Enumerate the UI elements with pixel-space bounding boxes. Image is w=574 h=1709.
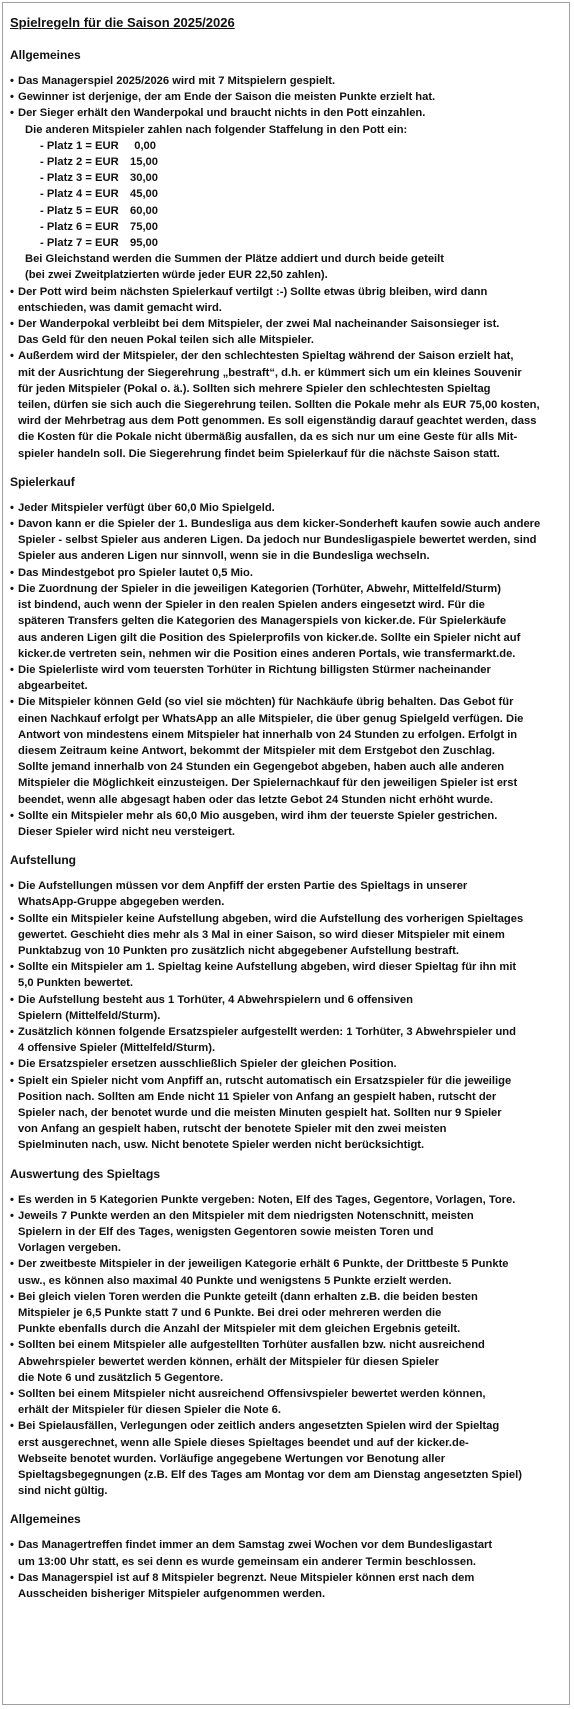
rule-item (10, 992, 563, 1024)
place-amount: 45,00 (130, 188, 158, 201)
continuation-text: Die anderen Mitspieler zahlen nach folgender Staffelung in den Pott ein: (25, 123, 408, 136)
rule-line: sind nicht gültig. (18, 1485, 108, 1498)
rule-line: kicker.de vertreten sein, nehmen wir die Position eines anderen Portals, wie transfermarkt.de. (18, 647, 516, 660)
rule-line: einen Nachkauf erfolgt per WhatsApp an alle Mitspieler, die über genug Spielgeld verfügen. Die (18, 712, 524, 725)
rule-item (10, 105, 563, 283)
place-amount: 15,00 (130, 156, 158, 169)
bullet-icon: • (10, 696, 14, 709)
rule-line: Punkte ebenfalls durch die Anzahl der Mitspieler mit dem gleichen Ergebnis geteilt. (18, 1323, 461, 1336)
rule-line: Die Mitspieler können Geld (so viel sie möchten) für Nachkäufe übrig behalten. Das Gebot für (18, 696, 514, 709)
rule-line: Die Aufstellungen müssen vor dem Anpfiff der ersten Partie des Spieltags in unserer (18, 880, 468, 893)
rule-line: usw., es können also maximal 40 Punkte und wenigstens 5 Punkte erzielt werden. (18, 1274, 452, 1287)
bullet-icon: • (10, 912, 14, 925)
rule-line: Die Aufstellung besteht aus 1 Torhüter, 4 Abwehrspielern und 6 offensiven (18, 993, 413, 1006)
payment-row (40, 186, 563, 202)
place-label: - Platz 6 = EUR (40, 220, 119, 233)
rule-line: Webseite benotet wurden. Vorläufige angegebene Wertungen vor Benotung aller (18, 1452, 446, 1465)
rule-continuation (18, 251, 563, 267)
rule-line: Das Geld für den neuen Pokal teilen sich alle Mitspieler. (18, 334, 314, 347)
rule-item (10, 516, 563, 565)
rule-item (10, 348, 563, 461)
bullet-icon: • (10, 663, 14, 676)
rule-item (10, 662, 563, 694)
rule-item (10, 73, 563, 89)
rule-line: Die Zuordnung der Spieler in die jeweiligen Kategorien (Torhüter, Abwehr, Mittelfeld/Sturm) (18, 582, 501, 595)
rule-item (10, 1289, 563, 1338)
rule-line: Gewinner ist derjenige, der am Ende der Saison die meisten Punkte erzielt hat. (18, 91, 436, 104)
payment-row (40, 154, 563, 170)
bullet-icon: • (10, 285, 14, 298)
place-label: - Platz 2 = EUR (40, 156, 119, 169)
bullet-icon: • (10, 1193, 14, 1206)
rule-line: Der zweitbeste Mitspieler in der jeweiligen Kategorie erhält 6 Punkte, der Drittbeste 5 Punkte (18, 1258, 509, 1271)
rule-line: Es werden in 5 Kategorien Punkte vergeben: Noten, Elf des Tages, Gegentore, Vorlagen, Tore. (18, 1193, 516, 1206)
rule-line: Zusätzlich können folgende Ersatzspieler aufgestellt werden: 1 Torhüter, 3 Abwehrspieler und (18, 1025, 516, 1038)
rules-document (2, 2, 570, 1705)
rule-line: spieler handeln soll. Die Siegerehrung findet beim Spielerkauf für die nächste Saison statt. (18, 447, 500, 460)
bullet-icon: • (10, 1420, 14, 1433)
place-label: - Platz 7 = EUR (40, 237, 119, 250)
rule-item (10, 565, 563, 581)
rule-line: teilen, dürfen sie sich auch die Siegerehrung teilen. Sollten die Pokale mehr als EUR 75,00 kosten, (18, 399, 540, 412)
rule-item (10, 1386, 563, 1418)
bullet-icon: • (10, 1571, 14, 1584)
rule-item (10, 1537, 563, 1569)
rule-line: Der Wanderpokal verbleibt bei dem Mitspieler, der zwei Mal nacheinander Saisonsieger ist. (18, 318, 500, 331)
rule-line: Das Managerspiel ist auf 8 Mitspieler begrenzt. Neue Mitspieler können erst nach dem (18, 1571, 475, 1584)
place-label: - Platz 5 = EUR (40, 204, 119, 217)
rule-line: Antwort von mindestens einem Mitspieler hat innerhalb von 24 Stunden zu erfolgen. Erfolgt in (18, 728, 518, 741)
rule-line: Das Managertreffen findet immer an dem Samstag zwei Wochen vor dem Bundesligastart (18, 1539, 493, 1552)
rule-item (10, 911, 563, 960)
rules-section (10, 474, 563, 840)
place-label: - Platz 1 = EUR (40, 139, 119, 152)
rule-line: Position nach. Sollten am Ende nicht 11 Spieler von Anfang an gespielt haben, rutscht der (18, 1090, 497, 1103)
rule-line: Bei gleich vielen Toren werden die Punkte geteilt (dann erhalten z.B. die beiden besten (18, 1290, 478, 1303)
rule-line: Spielern (Mittelfeld/Sturm). (18, 1009, 161, 1022)
rule-line: 4 offensive Spieler (Mittelfeld/Sturm). (18, 1042, 216, 1055)
bullet-icon: • (10, 1290, 14, 1303)
bullet-icon: • (10, 318, 14, 331)
rule-line: Mitspieler je 6,5 Punkte statt 7 und 6 Punkte. Bei drei oder mehreren werden die (18, 1307, 442, 1320)
bullet-icon: • (10, 880, 14, 893)
rule-item (10, 1337, 563, 1386)
rule-line: WhatsApp-Gruppe abgegeben werden. (18, 896, 225, 909)
rule-list (10, 500, 563, 840)
rule-line: Die Ersatzspieler ersetzen ausschließlich Spieler der gleichen Position. (18, 1058, 397, 1071)
rule-line: 5,0 Punkten bewertet. (18, 977, 134, 990)
rule-line: gewertet. Geschieht dies mehr als 3 Mal in einer Saison, so wird dieser Mitspieler mit einem (18, 928, 505, 941)
rule-line: wird der Mehrbetrag aus dem Pott genommen. Es soll eigenständig darauf geachtet werden, dass (18, 415, 537, 428)
rule-line: Spielt ein Spieler nicht vom Anpfiff an, rutscht automatisch ein Ersatzspieler für die jeweilige (18, 1074, 512, 1087)
rule-line: Punktabzug von 10 Punkten pro zusätzlich nicht abgegebener Aufstellung bestraft. (18, 944, 459, 957)
rule-line: mit der Ausrichtung der Siegerehrung „bestraft“, d.h. er kümmert sich um ein kleines Souvenir (18, 366, 522, 379)
rule-item (10, 1056, 563, 1072)
bullet-icon: • (10, 501, 14, 514)
bullet-icon: • (10, 582, 14, 595)
rule-item (10, 1073, 563, 1154)
rule-item (10, 1418, 563, 1499)
rule-item (10, 808, 563, 840)
rule-line: Sollten bei einem Mitspieler alle aufgestellten Torhüter ausfallen bzw. nicht ausreichend (18, 1339, 485, 1352)
bullet-icon: • (10, 961, 14, 974)
rule-item (10, 316, 563, 348)
continuation-text: (bei zwei Zweitplatzierten würde jeder EUR 22,50 zahlen). (25, 269, 328, 282)
rule-line: Jeder Mitspieler verfügt über 60,0 Mio Spielgeld. (18, 501, 275, 514)
rule-line: von Anfang an gespielt haben, rutscht der benotete Spieler mit den zwei meisten (18, 1123, 447, 1136)
rule-list (10, 73, 563, 462)
rule-line: späteren Transfers gelten die Kategorien des Managerspiels von kicker.de. Für Spielerkäufe (18, 615, 507, 628)
rule-line: Sollten bei einem Mitspieler nicht ausreichend Offensivspieler bewertet werden können, (18, 1388, 486, 1401)
bullet-icon: • (10, 1058, 14, 1071)
bullet-icon: • (10, 1258, 14, 1271)
continuation-text: Bei Gleichstand werden die Summen der Plätze addiert und durch beide geteilt (25, 253, 444, 266)
bullet-icon: • (10, 993, 14, 1006)
rule-line: Der Sieger erhält den Wanderpokal und braucht nichts in den Pott einzahlen. (18, 107, 426, 120)
rule-line: Das Mindestgebot pro Spieler lautet 0,5 Mio. (18, 566, 253, 579)
rule-line: um 13:00 Uhr statt, es sei denn es wurde gemeinsam ein anderer Termin beschlossen. (18, 1555, 477, 1568)
rule-line: Die Spielerliste wird vom teuersten Torhüter in Richtung billigsten Stürmer nacheinander (18, 663, 491, 676)
rule-item (10, 878, 563, 910)
bullet-icon: • (10, 566, 14, 579)
rule-line: Bei Spielausfällen, Verlegungen oder zeitlich anders angesetzten Spielen wird der Spieltag (18, 1420, 500, 1433)
place-amount: 0,00 (134, 139, 156, 152)
document-title: Spielregeln für die Saison 2025/2026 (10, 15, 235, 30)
rule-line: Sollte jemand innerhalb von 24 Stunden ein Gegengebot abgeben, haben auch alle anderen (18, 761, 505, 774)
bullet-icon: • (10, 107, 14, 120)
bullet-icon: • (10, 91, 14, 104)
rule-line: Sollte ein Mitspieler mehr als 60,0 Mio ausgeben, wird ihm der teuerste Spieler gestrichen. (18, 809, 498, 822)
rule-item (10, 89, 563, 105)
rule-line: Ausscheiden bisheriger Mitspieler aufgenommen werden. (18, 1588, 326, 1601)
bullet-icon: • (10, 1074, 14, 1087)
rule-line: Dieser Spieler wird nicht neu versteigert. (18, 825, 235, 838)
rule-item (10, 1208, 563, 1257)
rule-line: entschieden, was damit gemacht wird. (18, 301, 222, 314)
place-label: - Platz 3 = EUR (40, 172, 119, 185)
place-amount: 30,00 (130, 172, 158, 185)
rule-line: abgearbeitet. (18, 680, 88, 693)
rule-item (10, 500, 563, 516)
section-heading: Aufstellung (10, 853, 76, 868)
rule-line: Mitspieler die Möglichkeit einzusteigen. Der Spielernachkauf für den jeweiligen Spieler ist erst (18, 777, 518, 790)
rule-line: für jeden Mitspieler (Pokal o. ä.). Sollten sich mehrere Spieler den schlechtesten Spieltag (18, 382, 491, 395)
rule-line: Davon kann er die Spieler der 1. Bundesliga aus dem kicker-Sonderheft kaufen sowie auch andere (18, 518, 541, 531)
payment-row (40, 170, 563, 186)
rule-line: Vorlagen vergeben. (18, 1242, 121, 1255)
rule-line: Spielminuten nach, usw. Nicht benotete Spieler werden nicht berücksichtigt. (18, 1139, 425, 1152)
bullet-icon: • (10, 518, 14, 531)
bullet-icon: • (10, 1025, 14, 1038)
rules-section (10, 47, 563, 462)
rule-continuation (18, 267, 563, 283)
rule-line: Sollte ein Mitspieler am 1. Spieltag keine Aufstellung abgeben, wird dieser Spieltag für ihn mit (18, 961, 517, 974)
bullet-icon: • (10, 1388, 14, 1401)
rules-section (10, 852, 563, 1153)
bullet-icon: • (10, 809, 14, 822)
rule-line: Sollte ein Mitspieler keine Aufstellung abgeben, wird die Aufstellung des vorherigen Spieltages (18, 912, 524, 925)
rules-section (10, 1511, 563, 1602)
section-heading: Allgemeines (10, 48, 81, 62)
bullet-icon: • (10, 75, 14, 87)
rule-line: Spieler - selbst Spieler aus anderen Ligen. Da jedoch nur Bundesligaspiele bewertet werden, sind (18, 534, 537, 547)
place-amount: 60,00 (130, 204, 158, 217)
rule-line: beendet, wenn alle abgesagt haben oder das letzte Gebot 24 Stunden nicht erhöht wurde. (18, 793, 493, 806)
rule-line: Spielern in der Elf des Tages, wenigsten Gegentoren sowie meisten Toren und (18, 1226, 434, 1238)
rule-line: die Note 6 und zusätzlich 5 Gegentore. (18, 1371, 224, 1384)
place-amount: 95,00 (130, 237, 158, 250)
rule-line: Das Managerspiel 2025/2026 wird mit 7 Mitspielern gespielt. (18, 75, 336, 87)
sections-container (10, 47, 563, 1602)
rule-item (10, 1024, 563, 1056)
rule-item (10, 284, 563, 316)
rule-item (10, 1192, 563, 1208)
rule-line: Spieler aus anderen Ligen nur sinnvoll, wenn sie in die Bundesliga wechseln. (18, 550, 430, 563)
rule-item (10, 694, 563, 807)
rules-section (10, 1166, 563, 1500)
section-heading: Allgemeines (10, 1512, 81, 1527)
rule-item (10, 1570, 563, 1602)
rule-list (10, 1537, 563, 1602)
bullet-icon: • (10, 1539, 14, 1552)
rule-line: aus anderen Ligen gilt die Position des Spielerprofils von kicker.de. Sollte ein Spieler nicht auf (18, 631, 521, 644)
rule-line: die Kosten für die Pokale nicht übermäßig ausfallen, da es sich nur um eine Geste für alls Mit- (18, 431, 518, 444)
rule-list (10, 1192, 563, 1500)
rule-line: Abwehrspieler bewertet werden können, erhält der Mitspieler für diesen Spieler (18, 1355, 439, 1368)
payment-row (40, 235, 563, 251)
rule-list (10, 878, 563, 1153)
rule-line: erst ausgerechnet, wenn alle Spiele dieses Spieltages beendet und auf der kicker.de- (18, 1436, 469, 1449)
payment-row (40, 219, 563, 235)
rule-line: Außerdem wird der Mitspieler, der den schlechtesten Spieltag während der Saison erzielt hat, (18, 350, 514, 363)
rule-line: Der Pott wird beim nächsten Spielerkauf vertilgt :-) Sollte etwas übrig bleiben, wird dann (18, 285, 488, 298)
section-heading: Spielerkauf (10, 474, 75, 489)
rule-item (10, 581, 563, 662)
rule-line: Jeweils 7 Punkte werden an den Mitspieler mit dem niedrigsten Notenschnitt, meisten (18, 1209, 474, 1222)
section-heading: Auswertung des Spieltags (10, 1166, 161, 1181)
bullet-icon: • (10, 350, 14, 363)
rule-line: erhält der Mitspieler für diesen Spieler die Note 6. (18, 1404, 281, 1417)
payment-scale (18, 138, 563, 251)
place-amount: 75,00 (130, 220, 158, 233)
bullet-icon: • (10, 1209, 14, 1222)
payment-row (40, 203, 563, 219)
rule-line: Spieltagsbegegnungen (z.B. Elf des Tages am Montag vor dem am Dienstag angesetzten Spiel) (18, 1469, 522, 1482)
bullet-icon: • (10, 1339, 14, 1352)
rule-item (10, 959, 563, 991)
rule-line: ist bindend, auch wenn der Spieler in den realen Spielen anders eingesetzt wird. Für die (18, 599, 485, 612)
rule-line: diesem Zeitraum keine Antwort, bekommt der Mitspieler mit dem Erstgebot den Zuschlag. (18, 744, 496, 757)
rule-item (10, 1256, 563, 1288)
rule-continuation (18, 122, 563, 138)
payment-row (40, 138, 563, 154)
place-label: - Platz 4 = EUR (40, 188, 119, 201)
rule-line: Spieler nach, der benotet wurde und die meisten Minuten gespielt hat. Sollten nur 9 Spieler (18, 1106, 502, 1119)
